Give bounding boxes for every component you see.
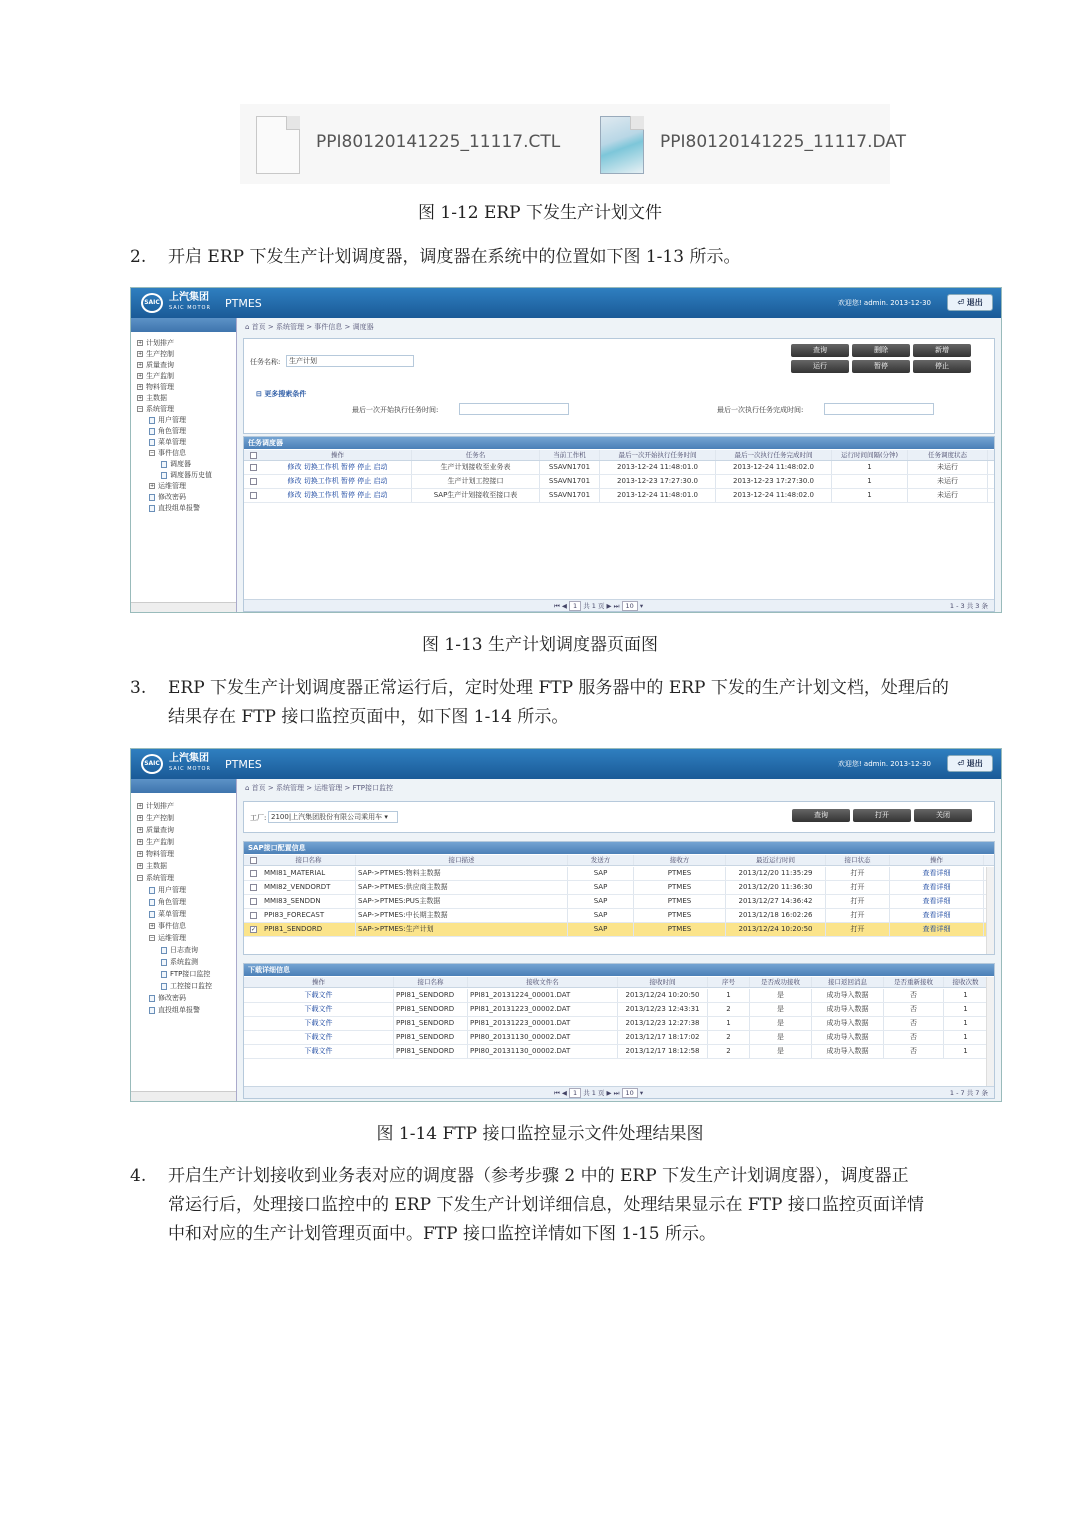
- interface-state: 打开: [826, 895, 890, 908]
- receive-time: 2013/12/17 18:12:58: [618, 1045, 708, 1058]
- last-end-input[interactable]: [824, 403, 934, 415]
- tree-item[interactable]: − 运维管理: [150, 934, 186, 942]
- sidebar-toolbar[interactable]: [131, 318, 236, 332]
- tree-item[interactable]: 修改密码: [149, 993, 186, 1003]
- table-row[interactable]: [244, 1003, 986, 1017]
- sidebar-scrollbar[interactable]: [131, 1091, 236, 1101]
- last-run-time: 2013/12/18 16:02:26: [726, 909, 826, 922]
- pager: [244, 599, 994, 611]
- tree-item[interactable]: + 生产监制: [138, 838, 174, 846]
- interface-state: 打开: [826, 867, 890, 880]
- row-checkbox[interactable]: [250, 464, 257, 471]
- row-actions[interactable]: 修改 切换工作机 暂停 停止 启动: [264, 461, 412, 474]
- tree-item[interactable]: 角色管理: [149, 426, 186, 436]
- pager-count: 1 - 7 共 7 条: [949, 1089, 988, 1097]
- view-detail-link[interactable]: 查看详细: [890, 881, 984, 894]
- welcome-text: 欢迎您! admin. 2013-12-30: [837, 760, 931, 768]
- interface-config-grid: [243, 841, 995, 955]
- last-run-time: 2013/12/24 10:20:50: [726, 923, 826, 936]
- logout-button[interactable]: ⏎ 退出: [947, 294, 993, 311]
- dat-file-icon[interactable]: [600, 116, 644, 174]
- view-detail-link[interactable]: 查看详细: [890, 867, 984, 880]
- return-message: 成功导入数据: [812, 1031, 884, 1044]
- row-checkbox-checked[interactable]: ✓: [251, 926, 257, 933]
- tree-item[interactable]: 调度器历史值: [161, 470, 212, 480]
- select-all-checkbox[interactable]: [250, 452, 257, 459]
- column-header[interactable]: 接收次数: [944, 977, 988, 987]
- query-button[interactable]: 查询: [792, 809, 850, 822]
- re-receive: 否: [884, 1045, 944, 1058]
- dat-file-name[interactable]: PPI80120141225_11117.DAT: [660, 132, 906, 152]
- receive-count: 1: [944, 1003, 988, 1016]
- step-3-line-1: ERP 下发生产计划调度器正常运行后，定时处理 FTP 服务器中的 ERP 下发的生产计划文档，处理后的: [168, 678, 949, 698]
- tree-item[interactable]: 直投组单报警: [149, 1005, 200, 1015]
- receiver: PTMES: [634, 867, 726, 880]
- sender: SAP: [568, 867, 634, 880]
- interface-state: 打开: [826, 909, 890, 922]
- receive-count: 1: [944, 989, 988, 1002]
- tree-item[interactable]: + 计划排产: [138, 802, 174, 810]
- logout-button[interactable]: ⏎ 退出: [947, 755, 993, 772]
- receive-count: 1: [944, 1031, 988, 1044]
- interface-name: PPI81_SENDORD: [394, 989, 468, 1002]
- main-area: [241, 779, 999, 1099]
- tree-item[interactable]: 菜单管理: [149, 437, 186, 447]
- file-name: PPI80_20131130_00002.DAT: [468, 1031, 618, 1044]
- column-header[interactable]: 接口状态: [826, 855, 890, 865]
- column-header[interactable]: 是否成功接收: [750, 977, 812, 987]
- interface-name: PPI81_SENDORD: [394, 1017, 468, 1030]
- sequence: 2: [708, 1045, 750, 1058]
- column-header[interactable]: 是否重新接收: [884, 977, 944, 987]
- receiver: PTMES: [634, 909, 726, 922]
- system-name: PTMES: [225, 758, 262, 771]
- row-checkbox[interactable]: [250, 898, 257, 905]
- column-header[interactable]: 接收时间: [618, 977, 708, 987]
- last-run-time: 2013/12/27 14:36:42: [726, 895, 826, 908]
- interface-name: MMI83_SENDDN: [262, 895, 356, 908]
- tree-item[interactable]: + 生产监制: [138, 372, 174, 380]
- grid-header: [244, 450, 994, 461]
- download-file-link[interactable]: 下载文件: [244, 1017, 394, 1030]
- return-message: 成功导入数据: [812, 1017, 884, 1030]
- open-button[interactable]: 打开: [853, 809, 911, 822]
- column-header[interactable]: 操作: [890, 855, 984, 865]
- run-button[interactable]: 运行: [791, 360, 849, 373]
- file-name: PPI81_20131223_00001.DAT: [468, 1017, 618, 1030]
- interface-name: PPI81_SENDORD: [262, 923, 356, 936]
- interface-name: PPI83_FORECAST: [262, 909, 356, 922]
- column-header[interactable]: 接口名称: [394, 977, 468, 987]
- step-3-line-2: 结果存在 FTP 接口监控页面中，如下图 1-14 所示。: [168, 707, 569, 727]
- breadcrumb: ⌂ 首页 > 系统管理 > 事件信息 > 调度器: [245, 323, 374, 331]
- table-row[interactable]: [244, 1017, 986, 1031]
- app-header: [131, 288, 1001, 318]
- tree-item[interactable]: + 质量查询: [138, 361, 174, 369]
- sender: SAP: [568, 923, 634, 936]
- receive-count: 1: [944, 1017, 988, 1030]
- status: 未运行: [908, 475, 988, 488]
- step-2-number: 2.: [130, 247, 147, 267]
- column-header[interactable]: 接收文件名: [468, 977, 618, 987]
- app-header: [131, 749, 1001, 779]
- ctl-file-icon[interactable]: [256, 116, 300, 174]
- interface-state: 打开: [826, 923, 890, 936]
- query-button[interactable]: 查询: [791, 344, 849, 357]
- ftp-monitor-screenshot: [130, 748, 1002, 1102]
- interface-desc: SAP->PTMES:供应商主数据: [356, 881, 568, 894]
- breadcrumb: ⌂ 首页 > 系统管理 > 运维管理 > FTP接口监控: [245, 784, 394, 792]
- grid-title: 任务调度器: [244, 437, 994, 449]
- tree-item[interactable]: 直投组单报警: [149, 503, 200, 513]
- receive-time: 2013/12/23 12:27:38: [618, 1017, 708, 1030]
- select-all-checkbox[interactable]: [250, 857, 257, 864]
- sidebar-scrollbar[interactable]: [131, 602, 236, 612]
- file-name: PPI80_20131130_00002.DAT: [468, 1045, 618, 1058]
- tree-item[interactable]: + 物料管理: [138, 383, 174, 391]
- table-row[interactable]: [244, 1045, 986, 1059]
- scheduler-screenshot: [130, 287, 1002, 613]
- re-receive: 否: [884, 1017, 944, 1030]
- tree-item[interactable]: 系统监测: [161, 957, 198, 967]
- interface-name: PPI81_SENDORD: [394, 1003, 468, 1016]
- close-button[interactable]: 关闭: [914, 809, 972, 822]
- receive-time: 2013/12/17 18:17:02: [618, 1031, 708, 1044]
- table-row[interactable]: [244, 461, 994, 475]
- interface-state: 打开: [826, 881, 890, 894]
- tree-item[interactable]: − 事件信息: [150, 449, 186, 457]
- status: 未运行: [908, 489, 988, 502]
- sidebar: [131, 779, 237, 1101]
- interface-name: MMI81_MATERIAL: [262, 867, 356, 880]
- column-header[interactable]: 接口名称: [262, 855, 356, 865]
- sender: SAP: [568, 881, 634, 894]
- sequence: 2: [708, 1031, 750, 1044]
- step-4-line-3: 中和对应的生产计划管理页面中。FTP 接口监控详情如下图 1-15 所示。: [168, 1224, 716, 1244]
- download-file-link[interactable]: 下载文件: [244, 989, 394, 1002]
- received-ok: 是: [750, 1045, 812, 1058]
- step-3: [130, 674, 1010, 734]
- end-time: 2013-12-24 11:48:02.0: [716, 461, 832, 474]
- table-row[interactable]: [244, 909, 986, 923]
- last-run-time: 2013/12/20 11:35:29: [726, 867, 826, 880]
- grid-title: SAP接口配置信息: [244, 842, 994, 854]
- column-header[interactable]: 接口描述: [356, 855, 568, 865]
- received-ok: 是: [750, 1017, 812, 1030]
- machine: SSAVN1701: [540, 489, 600, 502]
- tree-item[interactable]: + 质量查询: [138, 826, 174, 834]
- pager-controls[interactable]: ⏮ ◀ 1 共 1 页 ▶ ⏭ 10 ▾: [554, 602, 644, 610]
- view-detail-link[interactable]: 查看详细: [890, 895, 984, 908]
- ctl-file-name[interactable]: PPI80120141225_11117.CTL: [316, 132, 561, 152]
- receive-count: 1: [944, 1045, 988, 1058]
- re-receive: 否: [884, 1003, 944, 1016]
- column-header[interactable]: 当前工作机: [540, 450, 600, 460]
- saic-logo: SAIC: [141, 754, 163, 774]
- pager-controls[interactable]: ⏮ ◀ 1 共 1 页 ▶ ⏭ 10 ▾: [554, 1089, 644, 1097]
- row-checkbox[interactable]: [250, 912, 257, 919]
- delete-button[interactable]: 删除: [852, 344, 910, 357]
- column-header[interactable]: 操作: [244, 977, 394, 987]
- step-3-number: 3.: [130, 678, 147, 698]
- brand: 上汽集团 SAIC MOTOR: [169, 753, 211, 772]
- grid-header: [244, 855, 994, 866]
- end-time: 2013-12-24 11:48:02.0: [716, 489, 832, 502]
- column-header[interactable]: 最后一次开始执行任务时间: [600, 450, 716, 460]
- table-row[interactable]: [244, 989, 986, 1003]
- tree-item[interactable]: 角色管理: [149, 897, 186, 907]
- interface-name: PPI81_SENDORD: [394, 1031, 468, 1044]
- tree-item[interactable]: 日志查询: [161, 945, 198, 955]
- pager-count: 1 - 3 共 3 条: [949, 602, 988, 610]
- re-receive: 否: [884, 989, 944, 1002]
- row-checkbox[interactable]: [250, 884, 257, 891]
- sidebar-toolbar[interactable]: [131, 779, 236, 793]
- column-header[interactable]: 任务名: [412, 450, 540, 460]
- tree-item[interactable]: 用户管理: [149, 415, 186, 425]
- task-name-input[interactable]: 生产计划: [286, 355, 414, 367]
- column-header[interactable]: 任务调度状态: [908, 450, 988, 460]
- download-file-link[interactable]: 下载文件: [244, 1003, 394, 1016]
- sender: SAP: [568, 909, 634, 922]
- step-4: [130, 1162, 1010, 1252]
- welcome-text: 欢迎您! admin. 2013-12-30: [837, 299, 931, 307]
- factory-select[interactable]: 2100|上汽集团股份有限公司乘用车 ▾: [268, 811, 398, 823]
- step-4-line-2: 常运行后，处理接口监控中的 ERP 下发生产计划详细信息，处理结果显示在 FTP 接口监控页面详情: [168, 1195, 924, 1215]
- sidebar: [131, 318, 237, 612]
- step-2-text: 开启 ERP 下发生产计划调度器，调度器在系统中的位置如下图 1-13 所示。: [168, 247, 741, 267]
- received-ok: 是: [750, 1003, 812, 1016]
- file-name: PPI81_20131223_00002.DAT: [468, 1003, 618, 1016]
- received-ok: 是: [750, 989, 812, 1002]
- task-grid: [243, 436, 995, 612]
- tree-item[interactable]: − 系统管理: [138, 405, 174, 413]
- interval: 1: [832, 461, 908, 474]
- return-message: 成功导入数据: [812, 1045, 884, 1058]
- tree-item[interactable]: + 主数据: [138, 862, 167, 870]
- re-receive: 否: [884, 1031, 944, 1044]
- pause-button[interactable]: 暂停: [852, 360, 910, 373]
- interface-name: PPI81_SENDORD: [394, 1045, 468, 1058]
- filter-panel: [243, 801, 995, 833]
- sequence: 2: [708, 1003, 750, 1016]
- table-row[interactable]: [244, 1031, 986, 1045]
- status: 未运行: [908, 461, 988, 474]
- start-time: 2013-12-24 11:48:01.0: [600, 461, 716, 474]
- column-header[interactable]: 最后一次执行任务完成时间: [716, 450, 832, 460]
- main-area: [241, 318, 999, 610]
- table-row[interactable]: [244, 489, 994, 503]
- step-4-line-1: 开启生产计划接收到业务表对应的调度器（参考步骤 2 中的 ERP 下发生产计划调度器），调度器正: [168, 1166, 909, 1186]
- task-name: 生产计划工控接口: [412, 475, 540, 488]
- last-start-label: 最后一次开始执行任务时间:: [352, 406, 439, 414]
- stop-button[interactable]: 停止: [913, 360, 971, 373]
- table-row-selected[interactable]: [244, 923, 986, 937]
- start-time: 2013-12-24 11:48:01.0: [600, 489, 716, 502]
- task-name: 生产计划接收至业务表: [412, 461, 540, 474]
- factory-label: 工厂:: [250, 814, 267, 822]
- interval: 1: [832, 489, 908, 502]
- tree-item[interactable]: + 事件信息: [150, 922, 186, 930]
- figure-caption-1-14: 图 1-14 FTP 接口监控显示文件处理结果图: [376, 1124, 704, 1144]
- file-listing: [240, 104, 906, 184]
- column-header[interactable]: 接收方: [634, 855, 726, 865]
- view-detail-link[interactable]: 查看详细: [890, 923, 984, 936]
- tree-item[interactable]: + 生产控制: [138, 814, 174, 822]
- download-file-link[interactable]: 下载文件: [244, 1031, 394, 1044]
- view-detail-link[interactable]: 查看详细: [890, 909, 984, 922]
- receiver: PTMES: [634, 895, 726, 908]
- search-panel: [243, 338, 995, 434]
- receiver: PTMES: [634, 881, 726, 894]
- table-row[interactable]: [244, 881, 986, 895]
- interface-desc: SAP->PTMES:中长期主数据: [356, 909, 568, 922]
- pager: [244, 1086, 994, 1098]
- tree-item[interactable]: + 物料管理: [138, 850, 174, 858]
- task-name-label: 任务名称:: [250, 358, 281, 366]
- column-header[interactable]: 操作: [264, 450, 412, 460]
- tree-item[interactable]: + 计划排产: [138, 339, 174, 347]
- interface-name: MMI82_VENDORDT: [262, 881, 356, 894]
- grid-title: 下载详细信息: [244, 964, 994, 976]
- tree-item[interactable]: + 主数据: [138, 394, 167, 402]
- column-header[interactable]: 序号: [708, 977, 750, 987]
- interface-desc: SAP->PTMES:生产计划: [356, 923, 568, 936]
- add-button[interactable]: 新增: [913, 344, 971, 357]
- tree-item[interactable]: + 生产控制: [138, 350, 174, 358]
- row-checkbox[interactable]: [250, 492, 257, 499]
- receiver: PTMES: [634, 923, 726, 936]
- table-row[interactable]: [244, 895, 986, 909]
- receive-time: 2013/12/23 12:43:31: [618, 1003, 708, 1016]
- end-time: 2013-12-23 17:27:30.0: [716, 475, 832, 488]
- file-name: PPI81_20131224_00001.DAT: [468, 989, 618, 1002]
- last-end-label: 最后一次执行任务完成时间:: [717, 406, 804, 414]
- grid-header: [244, 977, 986, 988]
- tree-item[interactable]: 工控接口监控: [161, 981, 212, 991]
- start-time: 2013-12-23 17:27:30.0: [600, 475, 716, 488]
- tree-item[interactable]: − 系统管理: [138, 874, 174, 882]
- figure-caption-1-13: 图 1-13 生产计划调度器页面图: [422, 635, 658, 655]
- grid-scrollbar[interactable]: [986, 977, 994, 1086]
- tree-item[interactable]: 调度器: [161, 459, 191, 469]
- receive-time: 2013/12/24 10:20:50: [618, 989, 708, 1002]
- machine: SSAVN1701: [540, 461, 600, 474]
- row-actions[interactable]: 修改 切换工作机 暂停 停止 启动: [264, 475, 412, 488]
- tree-item[interactable]: + 运维管理: [150, 482, 186, 490]
- interval: 1: [832, 475, 908, 488]
- more-conditions-toggle[interactable]: ⊟ 更多搜索条件: [256, 390, 307, 398]
- interface-desc: SAP->PTMES:PUS主数据: [356, 895, 568, 908]
- last-start-input[interactable]: [459, 403, 569, 415]
- interface-desc: SAP->PTMES:物料主数据: [356, 867, 568, 880]
- download-detail-grid: [243, 963, 995, 1099]
- row-actions[interactable]: 修改 切换工作机 暂停 停止 启动: [264, 489, 412, 502]
- tree-item[interactable]: 修改密码: [149, 492, 186, 502]
- sender: SAP: [568, 895, 634, 908]
- row-checkbox[interactable]: [250, 870, 257, 877]
- last-run-time: 2013/12/20 11:36:30: [726, 881, 826, 894]
- table-row[interactable]: [244, 475, 994, 489]
- task-name: SAP生产计划接收至接口表: [412, 489, 540, 502]
- tree-item[interactable]: FTP接口监控: [161, 969, 210, 979]
- column-header[interactable]: 运行时间间隔(分钟): [832, 450, 908, 460]
- column-header[interactable]: 接口返回消息: [812, 977, 884, 987]
- column-header[interactable]: 发送方: [568, 855, 634, 865]
- return-message: 成功导入数据: [812, 989, 884, 1002]
- machine: SSAVN1701: [540, 475, 600, 488]
- tree-item[interactable]: 菜单管理: [149, 909, 186, 919]
- step-4-number: 4.: [130, 1166, 147, 1186]
- figure-caption-1-12: 图 1-12 ERP 下发生产计划文件: [417, 203, 663, 223]
- column-header[interactable]: 最近运行时间: [726, 855, 826, 865]
- download-file-link[interactable]: 下载文件: [244, 1045, 394, 1058]
- table-row[interactable]: [244, 867, 986, 881]
- sequence: 1: [708, 1017, 750, 1030]
- grid-scrollbar[interactable]: [986, 867, 994, 954]
- received-ok: 是: [750, 1031, 812, 1044]
- sequence: 1: [708, 989, 750, 1002]
- system-name: PTMES: [225, 297, 262, 310]
- row-checkbox[interactable]: [250, 478, 257, 485]
- saic-logo: SAIC: [141, 293, 163, 313]
- return-message: 成功导入数据: [812, 1003, 884, 1016]
- tree-item[interactable]: 用户管理: [149, 885, 186, 895]
- brand: 上汽集团 SAIC MOTOR: [169, 292, 211, 311]
